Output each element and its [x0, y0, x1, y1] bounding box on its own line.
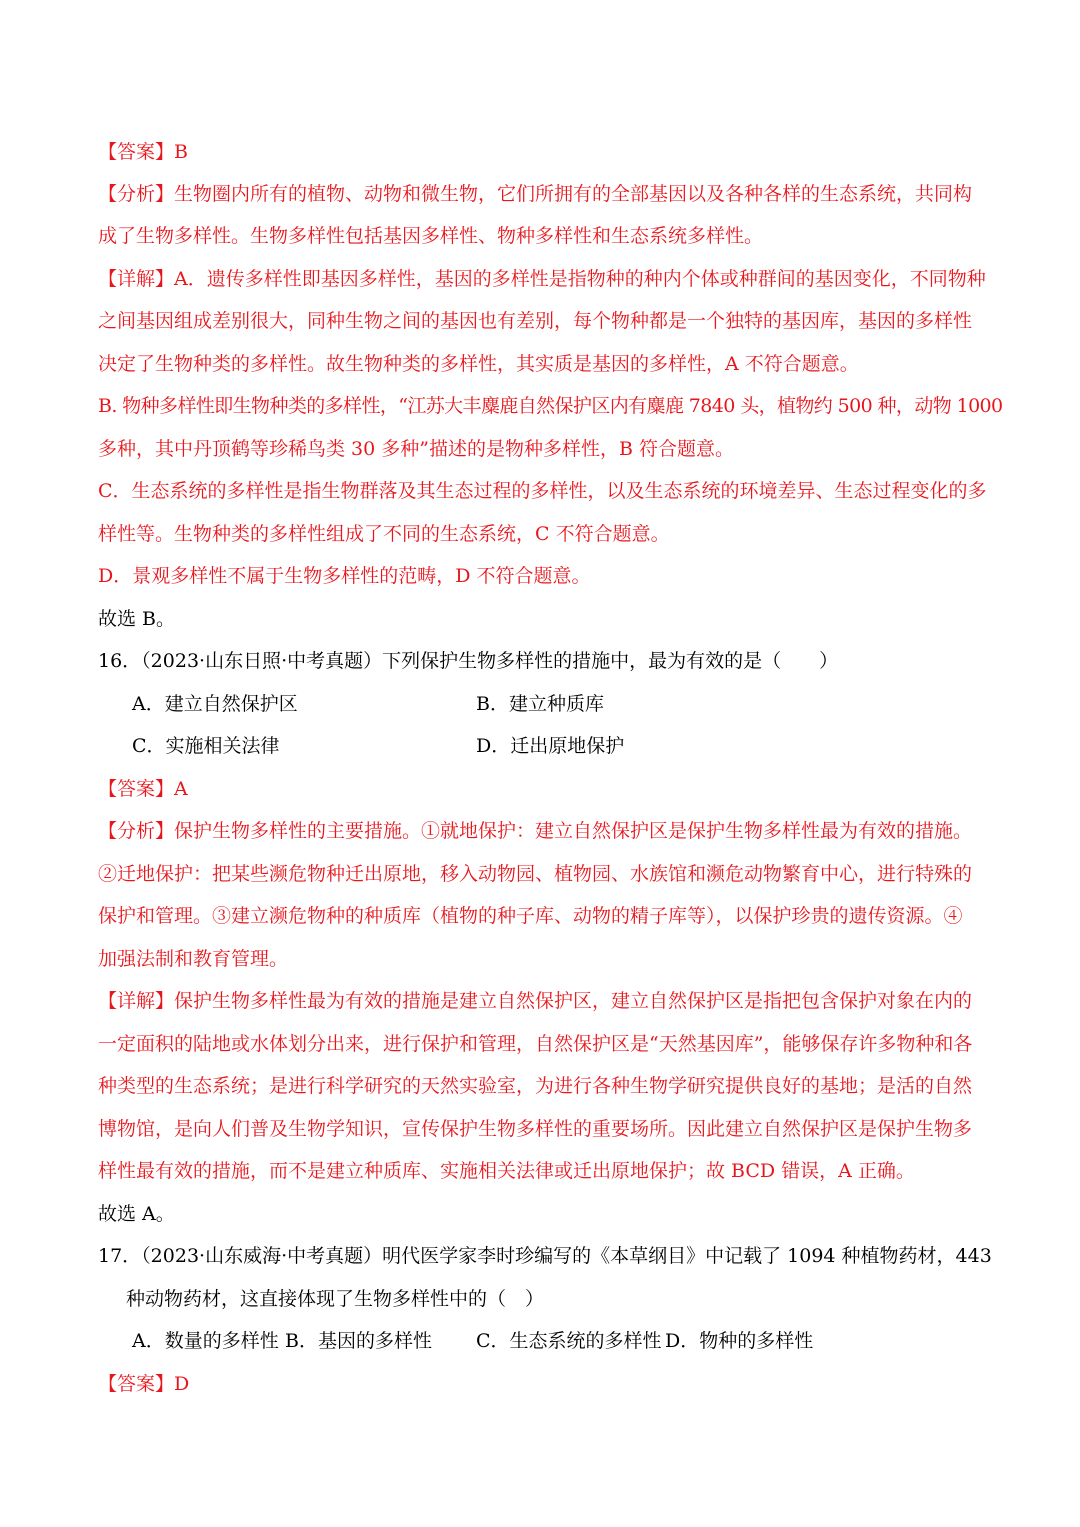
q16-analysis-line-3: 保护和管理。③建立濒危物种的种质库（植物的种子库、动物的精子库等），以保护珍贵的遗传资源。④ — [98, 905, 963, 927]
q16-option-b: B．建立种质库 — [476, 693, 604, 715]
q16-analysis-line-4: 加强法制和教育管理。 — [98, 948, 289, 970]
q16-stem: 16．（2023·山东日照·中考真题）下列保护生物多样性的措施中，最为有效的是（ ） — [98, 650, 839, 672]
q16-detail-line-1 — [98, 987, 972, 1015]
detail-text: A．遗传多样性即基因多样性，基因的多样性是指物种的种内个体或种群间的基因变化，不同物种 — [174, 268, 986, 290]
q16-option-d: D．迁出原地保护 — [476, 735, 625, 757]
detail-tag: 【详解】 — [98, 990, 175, 1012]
q16-detail-line-2: 一定面积的陆地或水体划分出来，进行保护和管理，自然保护区是“天然基因库”，能够保存许多物种和各 — [98, 1033, 973, 1055]
q16-analysis-line-2: ②迁地保护：把某些濒危物种迁出原地，移入动物园、植物园、水族馆和濒危动物繁育中心，进行特殊的 — [98, 863, 973, 885]
q16-answer — [98, 775, 188, 803]
q17-answer — [98, 1370, 189, 1398]
q15-conclusion: 故选 B。 — [98, 608, 176, 630]
answer-tag: 【答案】 — [98, 778, 175, 800]
q15-detail-line-2: 之间基因组成差别很大，同种生物之间的基因也有差别，每个物种都是一个独特的基因库，基因的多样性 — [98, 310, 973, 332]
q15-detail-line-7: 样性等。生物种类的多样性组成了不同的生态系统，C 不符合题意。 — [98, 523, 670, 545]
detail-text: 保护生物多样性最为有效的措施是建立自然保护区，建立自然保护区是指把包含保护对象在内的 — [174, 990, 973, 1012]
q17-option-d: D．物种的多样性 — [665, 1330, 814, 1352]
answer-value: D — [174, 1373, 190, 1395]
q15-detail-line-4: B. 物种多样性即生物种类的多样性，“江苏大丰麋鹿自然保护区内有麋鹿 7840 头，植物约 500 种，动物 1000 — [98, 395, 1003, 417]
q17-stem-line-2: 种动物药材，这直接体现了生物多样性中的（ ） — [126, 1288, 545, 1310]
q15-detail-line-1 — [98, 265, 986, 293]
q15-analysis-line-1 — [98, 180, 972, 208]
answer-value: B — [174, 141, 188, 163]
answer-tag: 【答案】 — [98, 1373, 175, 1395]
analysis-tag: 【分析】 — [98, 183, 175, 205]
q16-option-a: A．建立自然保护区 — [132, 693, 298, 715]
q17-option-c: C．生态系统的多样性 — [476, 1330, 662, 1352]
q17-stem-line-1: 17．（2023·山东威海·中考真题）明代医学家李时珍编写的《本草纲目》中记载了 1094 种植物药材，443 — [98, 1245, 992, 1267]
q17-option-b: B．基因的多样性 — [285, 1330, 432, 1352]
analysis-tag: 【分析】 — [98, 820, 175, 842]
answer-value: A — [174, 778, 188, 800]
q15-detail-line-8: D．景观多样性不属于生物多样性的范畴，D 不符合题意。 — [98, 565, 591, 587]
detail-tag: 【详解】 — [98, 268, 175, 290]
q16-analysis-line-1 — [98, 817, 972, 845]
q15-analysis-line-2: 成了生物多样性。生物多样性包括基因多样性、物种多样性和生态系统多样性。 — [98, 225, 764, 247]
q15-answer — [98, 138, 188, 166]
q17-option-a: A．数量的多样性 — [132, 1330, 279, 1352]
answer-tag: 【答案】 — [98, 141, 175, 163]
q15-detail-line-5: 多种，其中丹顶鹤等珍稀鸟类 30 多种”描述的是物种多样性，B 符合题意。 — [98, 438, 734, 460]
q16-detail-line-3: 种类型的生态系统；是进行科学研究的天然实验室，为进行各种生物学研究提供良好的基地；是活的自然 — [98, 1075, 973, 1097]
analysis-text: 生物圈内所有的植物、动物和微生物，它们所拥有的全部基因以及各种各样的生态系统，共同构 — [174, 183, 973, 205]
q16-detail-line-5: 样性最有效的措施，而不是建立种质库、实施相关法律或迁出原地保护；故 BCD 错误，A 正确。 — [98, 1160, 915, 1182]
q16-option-c: C．实施相关法律 — [132, 735, 280, 757]
analysis-text: 保护生物多样性的主要措施。①就地保护：建立自然保护区是保护生物多样性最为有效的措施。 — [174, 820, 973, 842]
q16-conclusion: 故选 A。 — [98, 1203, 175, 1225]
q15-detail-line-3: 决定了生物种类的多样性。故生物种类的多样性，其实质是基因的多样性，A 不符合题意。 — [98, 353, 859, 375]
q16-detail-line-4: 博物馆，是向人们普及生物学知识，宣传保护生物多样性的重要场所。因此建立自然保护区是保护生物多 — [98, 1118, 973, 1140]
q15-detail-line-6: C．生态系统的多样性是指生物群落及其生态过程的多样性，以及生态系统的环境差异、生态过程变化的多 — [98, 480, 987, 502]
